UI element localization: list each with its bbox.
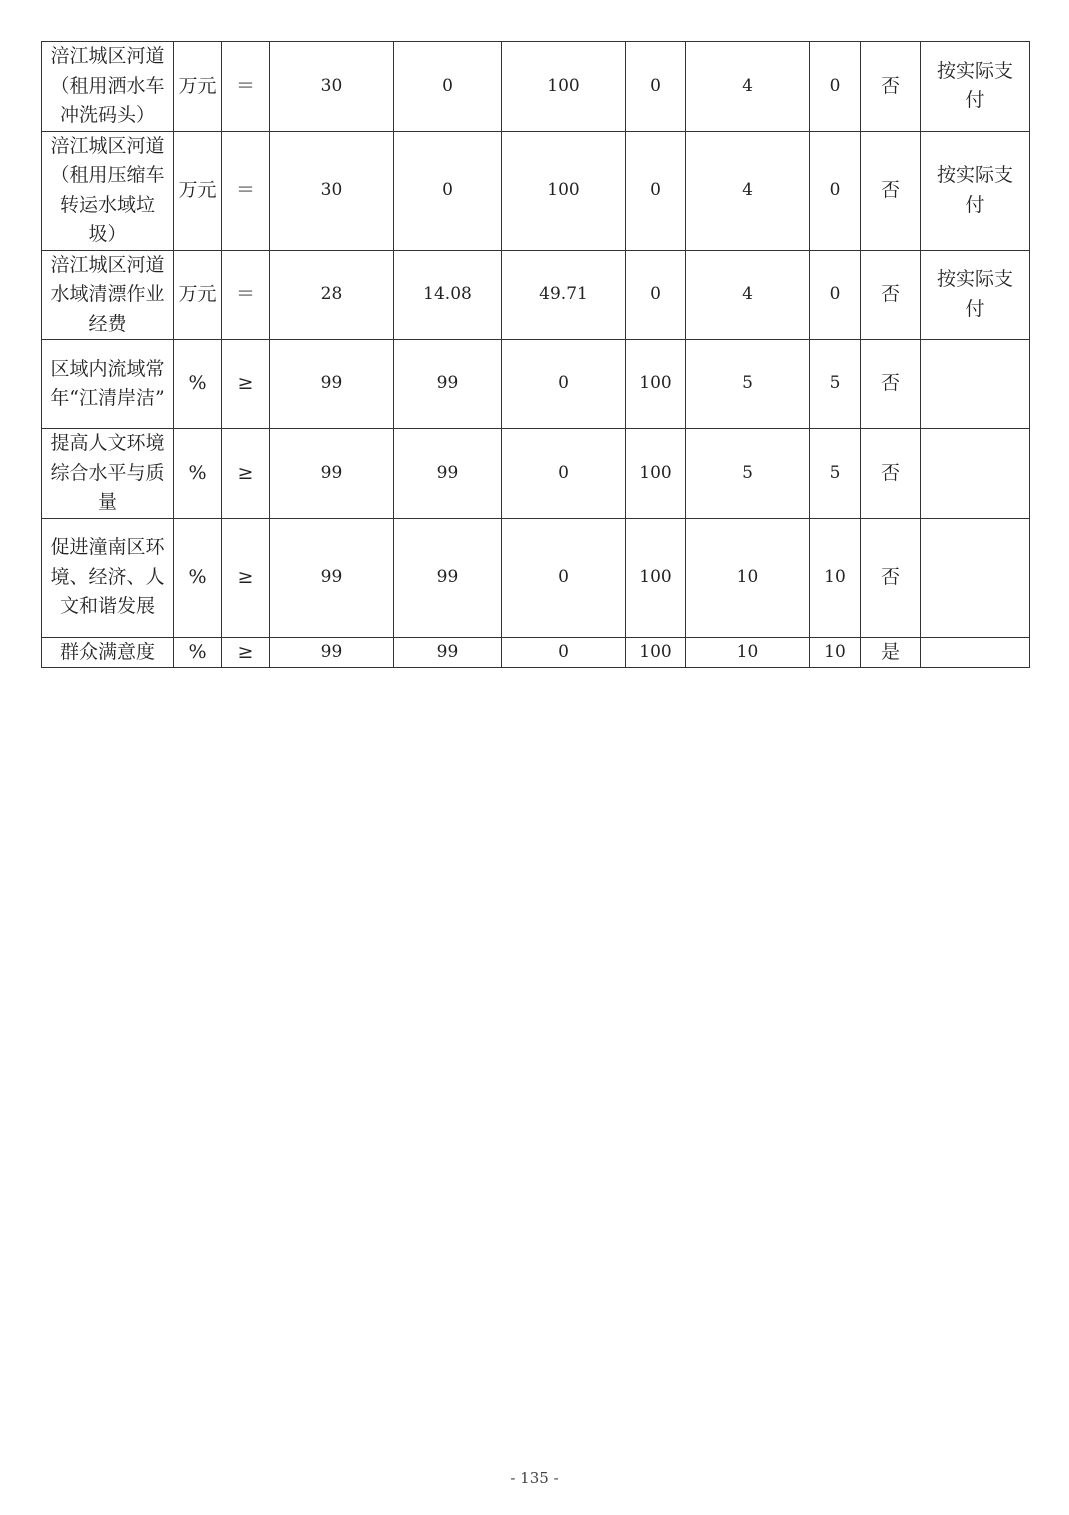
completion-value: 100 xyxy=(626,518,686,637)
target-value: 30 xyxy=(270,42,394,132)
indicator-name: 涪江城区河道水域清漂作业经费 xyxy=(42,250,174,340)
completion-value: 100 xyxy=(626,429,686,519)
deviation-value: 100 xyxy=(502,42,626,132)
note-cell: 按实际支付 xyxy=(921,250,1030,340)
note-cell xyxy=(921,429,1030,519)
actual-value: 99 xyxy=(394,429,502,519)
note-cell xyxy=(921,518,1030,637)
operator-cell: ≥ xyxy=(222,340,270,429)
actual-value: 14.08 xyxy=(394,250,502,340)
deviation-value: 0 xyxy=(502,637,626,668)
note-cell: 按实际支付 xyxy=(921,42,1030,132)
indicator-name: 涪江城区河道（租用压缩车转运水域垃圾） xyxy=(42,131,174,250)
deviation-value: 0 xyxy=(502,340,626,429)
completion-value: 100 xyxy=(626,340,686,429)
deviation-value: 100 xyxy=(502,131,626,250)
score-value: 10 xyxy=(810,518,861,637)
actual-value: 0 xyxy=(394,131,502,250)
target-value: 99 xyxy=(270,637,394,668)
indicator-name: 区域内流域常年“江清岸洁” xyxy=(42,340,174,429)
score-value: 0 xyxy=(810,250,861,340)
weight-value: 4 xyxy=(686,131,810,250)
flag-cell: 否 xyxy=(861,518,921,637)
flag-cell: 是 xyxy=(861,637,921,668)
actual-value: 99 xyxy=(394,340,502,429)
unit-cell: 万元 xyxy=(174,131,222,250)
table-row xyxy=(42,429,1030,519)
note-cell xyxy=(921,340,1030,429)
performance-table xyxy=(41,41,1030,668)
weight-value: 10 xyxy=(686,518,810,637)
indicator-name: 提高人文环境综合水平与质量 xyxy=(42,429,174,519)
weight-value: 5 xyxy=(686,429,810,519)
flag-cell: 否 xyxy=(861,429,921,519)
table-row xyxy=(42,131,1030,250)
indicator-name: 群众满意度 xyxy=(42,637,174,668)
unit-cell: % xyxy=(174,429,222,519)
completion-value: 100 xyxy=(626,637,686,668)
actual-value: 0 xyxy=(394,42,502,132)
actual-value: 99 xyxy=(394,518,502,637)
operator-cell: ≥ xyxy=(222,637,270,668)
unit-cell: % xyxy=(174,340,222,429)
target-value: 99 xyxy=(270,518,394,637)
note-cell: 按实际支付 xyxy=(921,131,1030,250)
completion-value: 0 xyxy=(626,250,686,340)
flag-cell: 否 xyxy=(861,250,921,340)
operator-cell: ≥ xyxy=(222,429,270,519)
weight-value: 4 xyxy=(686,42,810,132)
score-value: 0 xyxy=(810,42,861,132)
table-row xyxy=(42,340,1030,429)
score-value: 0 xyxy=(810,131,861,250)
unit-cell: 万元 xyxy=(174,250,222,340)
weight-value: 5 xyxy=(686,340,810,429)
target-value: 28 xyxy=(270,250,394,340)
score-value: 10 xyxy=(810,637,861,668)
weight-value: 10 xyxy=(686,637,810,668)
table-row xyxy=(42,637,1030,668)
unit-cell: % xyxy=(174,518,222,637)
target-value: 30 xyxy=(270,131,394,250)
score-value: 5 xyxy=(810,340,861,429)
unit-cell: 万元 xyxy=(174,42,222,132)
operator-cell: ＝ xyxy=(222,250,270,340)
page-number: - 135 - xyxy=(510,1469,559,1487)
indicator-name: 促进潼南区环境、经济、人文和谐发展 xyxy=(42,518,174,637)
flag-cell: 否 xyxy=(861,340,921,429)
flag-cell: 否 xyxy=(861,131,921,250)
target-value: 99 xyxy=(270,429,394,519)
unit-cell: % xyxy=(174,637,222,668)
completion-value: 0 xyxy=(626,131,686,250)
table-row xyxy=(42,518,1030,637)
note-cell xyxy=(921,637,1030,668)
deviation-value: 0 xyxy=(502,429,626,519)
weight-value: 4 xyxy=(686,250,810,340)
deviation-value: 49.71 xyxy=(502,250,626,340)
deviation-value: 0 xyxy=(502,518,626,637)
completion-value: 0 xyxy=(626,42,686,132)
flag-cell: 否 xyxy=(861,42,921,132)
actual-value: 99 xyxy=(394,637,502,668)
indicator-name: 涪江城区河道（租用洒水车冲洗码头） xyxy=(42,42,174,132)
table-row xyxy=(42,250,1030,340)
operator-cell: ≥ xyxy=(222,518,270,637)
operator-cell: ＝ xyxy=(222,131,270,250)
score-value: 5 xyxy=(810,429,861,519)
operator-cell: ＝ xyxy=(222,42,270,132)
table-row xyxy=(42,42,1030,132)
target-value: 99 xyxy=(270,340,394,429)
